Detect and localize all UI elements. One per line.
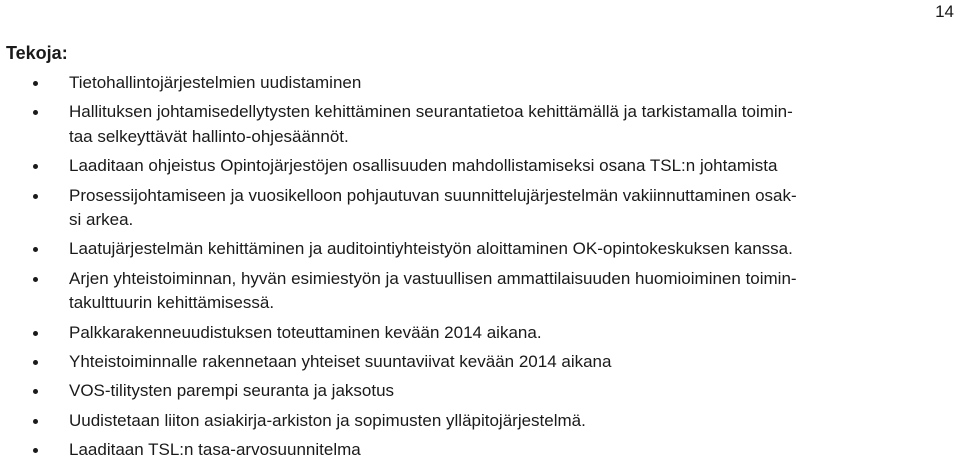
list-item-text: Laaditaan ohjeistus Opintojärjestöjen osallisuuden mahdollistamiseksi osana TSL:n johtamista xyxy=(69,156,778,176)
list-item-text: Palkkarakenneuudistuksen toteuttaminen kevään 2014 aikana. xyxy=(69,322,542,342)
list-item-text: si arkea. xyxy=(69,210,134,230)
bullet-dot-icon xyxy=(33,164,38,169)
list-item-text: Yhteistoiminnalle rakennetaan yhteiset suuntaviivat kevään 2014 aikana xyxy=(69,352,612,372)
list-item xyxy=(0,267,940,316)
list-item xyxy=(0,154,940,178)
list-item-text: Prosessijohtamiseen ja vuosikelloon pohjautuvan suunnittelujärjestelmän vakiinnuttaminen osak- xyxy=(69,185,797,205)
section-heading: Tekoja: xyxy=(6,43,68,63)
list-item-text: taa selkeyttävät hallinto-ohjesäännöt. xyxy=(69,126,349,146)
page-number: 14 xyxy=(935,2,954,21)
list-item xyxy=(0,184,940,233)
list-item xyxy=(0,350,940,374)
list-item-text: VOS-tilitysten parempi seuranta ja jaksotus xyxy=(69,381,395,401)
list-item-text: Laaditaan TSL:n tasa-arvosuunnitelma xyxy=(69,440,361,460)
list-item xyxy=(0,71,940,95)
list-item xyxy=(0,100,940,149)
list-item xyxy=(0,409,940,433)
list-item-text: Uudistetaan liiton asiakirja-arkiston ja sopimusten ylläpitojärjestelmä. xyxy=(69,410,586,430)
list-item-text: Arjen yhteistoiminnan, hyvän esimiestyön ja vastuullisen ammattilaisuuden huomioiminen toimin- xyxy=(69,268,797,288)
list-item xyxy=(0,379,940,403)
bullet-dot-icon xyxy=(33,247,38,252)
bullet-dot-icon xyxy=(33,277,38,282)
list-item-text: takulttuurin kehittämisessä. xyxy=(69,293,275,313)
bullet-dot-icon xyxy=(33,331,38,336)
list-item-text: Tietohallintojärjestelmien uudistaminen xyxy=(69,73,362,92)
list-item-text: Hallituksen johtamisedellytysten kehittäminen seurantatietoa kehittämällä ja tarkistamalla toimin- xyxy=(69,102,793,122)
bullet-dot-icon xyxy=(33,448,38,453)
bullet-dot-icon xyxy=(33,360,38,365)
list-item-text: Laatujärjestelmän kehittäminen ja auditointiyhteistyön aloittaminen OK-opintokeskuksen kanssa. xyxy=(69,239,793,259)
bullet-dot-icon xyxy=(33,194,38,199)
list-item xyxy=(0,321,940,345)
bullet-dot-icon xyxy=(33,419,38,424)
list-item xyxy=(0,438,940,462)
bullet-dot-icon xyxy=(33,389,38,394)
bullet-dot-icon xyxy=(33,110,38,115)
list-item xyxy=(0,237,940,261)
bullet-list xyxy=(0,71,940,468)
bullet-dot-icon xyxy=(33,81,38,86)
